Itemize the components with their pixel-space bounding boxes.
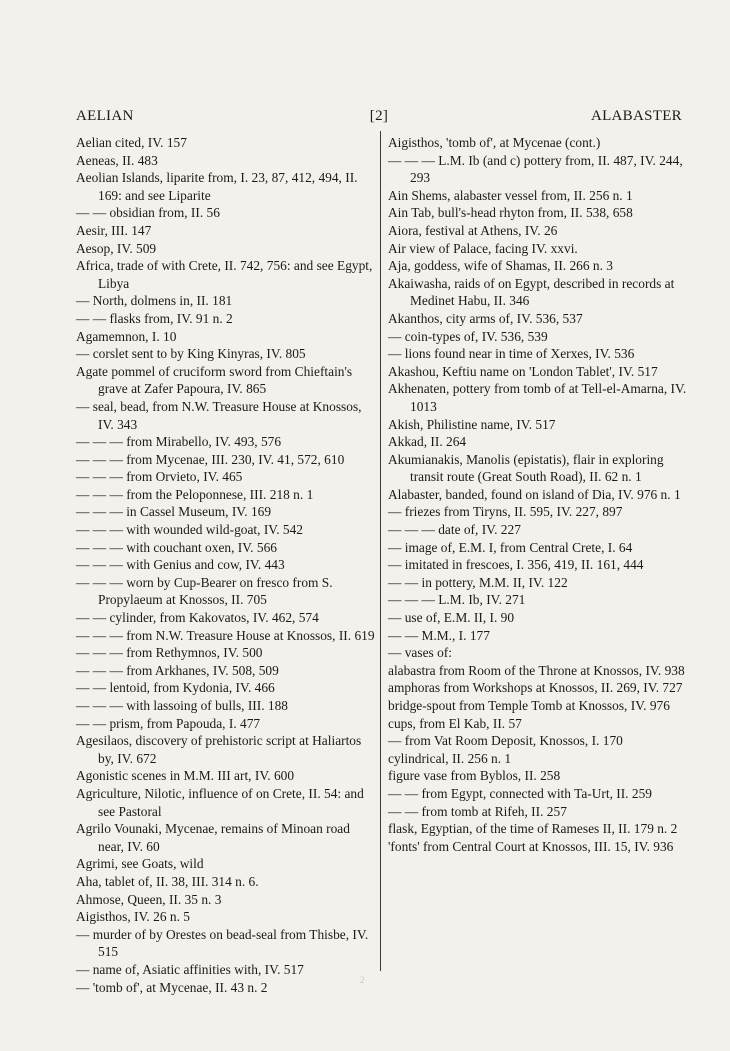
index-entry: — — flasks from, IV. 91 n. 2	[76, 310, 233, 326]
index-entry: Africa, trade of with Crete, II. 742, 756: and see Egypt, Libya	[76, 258, 373, 291]
index-entry: — — cylinder, from Kakovatos, IV. 462, 574	[76, 610, 319, 626]
index-entry: — name of, Asiatic affinities with, IV. 517	[76, 961, 304, 977]
index-entry: Akish, Philistine name, IV. 517	[388, 416, 556, 432]
index-entry: Akkad, II. 264	[388, 434, 467, 450]
index-entry: amphoras from Workshops at Knossos, II. 269, IV. 727	[388, 680, 683, 696]
index-entry: — — lentoid, from Kydonia, IV. 466	[76, 680, 275, 696]
folio-mark: 2	[360, 975, 365, 985]
index-entry: Agate pommel of cruciform sword from Chieftain's grave at Zafer Papoura, IV. 865	[76, 363, 353, 397]
index-entry: — — — L.M. Ib, IV. 271	[388, 592, 526, 608]
index-entry: Aigisthos, 'tomb of', at Mycenae (cont.)	[388, 135, 601, 150]
index-entry: Ahmose, Queen, II. 35 n. 3	[76, 891, 222, 907]
index-entry: — vases of:	[388, 645, 452, 661]
header-left-word: AELIAN	[76, 108, 134, 124]
index-entry: flask, Egyptian, of the time of Rameses II, II. 179 n. 2	[388, 821, 678, 837]
running-header	[76, 108, 682, 128]
column-divider	[380, 131, 381, 971]
index-entry: — 'tomb of', at Mycenae, II. 43 n. 2	[76, 979, 268, 995]
index-entry: — — in pottery, M.M. II, IV. 122	[388, 574, 568, 590]
index-entry: — — — with couchant oxen, IV. 566	[76, 539, 277, 555]
index-entry: — North, dolmens in, II. 181	[76, 293, 233, 309]
index-entry: — — — from Orvieto, IV. 465	[76, 469, 243, 485]
index-entry: Aigisthos, IV. 26 n. 5	[76, 909, 190, 925]
index-entry: Agonistic scenes in M.M. III art, IV. 600	[76, 768, 295, 784]
index-entry: — — — with wounded wild-goat, IV. 542	[76, 522, 304, 538]
right-index-column	[388, 134, 688, 855]
index-entry: — imitated in frescoes, I. 356, 419, II. 161, 444	[388, 557, 644, 573]
index-entry: bridge-spout from Temple Tomb at Knossos, IV. 976	[388, 698, 670, 713]
index-entry: cylindrical, II. 256 n. 1	[388, 750, 512, 766]
index-entry: — use of, E.M. II, I. 90	[388, 610, 515, 626]
index-entry: Aesop, IV. 509	[76, 240, 157, 256]
index-entry: Ain Shems, alabaster vessel from, II. 256 n. 1	[388, 187, 633, 203]
index-entry: Akhenaten, pottery from tomb of at Tell-el-Amarna, IV. 1013	[388, 381, 687, 414]
index-entry: — — — from Arkhanes, IV. 508, 509	[76, 662, 279, 678]
index-entry: Agamemnon, I. 10	[76, 328, 177, 344]
index-entry: — — — worn by Cup-Bearer on fresco from S. Propylaeum at Knossos, II. 705	[76, 574, 333, 608]
index-entry: — — — date of, IV. 227	[388, 522, 521, 538]
index-entry: — — — from N.W. Treasure House at Knossos, II. 619	[76, 627, 375, 643]
index-entry: — seal, bead, from N.W. Treasure House at Knossos, IV. 343	[76, 398, 362, 432]
index-entry: Aelian cited, IV. 157	[76, 135, 187, 150]
index-entry: — from Vat Room Deposit, Knossos, I. 170	[388, 733, 623, 749]
index-entry: Aeneas, II. 483	[76, 152, 158, 168]
index-entry: Aesir, III. 147	[76, 222, 152, 238]
index-entry: Akashou, Keftiu name on 'London Tablet', IV. 517	[388, 363, 658, 379]
index-entry: cups, from El Kab, II. 57	[388, 715, 522, 731]
index-entry: Agesilaos, discovery of prehistoric script at Haliartos by, IV. 672	[76, 733, 362, 766]
index-entry: figure vase from Byblos, II. 258	[388, 768, 561, 784]
index-entry: — lions found near in time of Xerxes, IV. 536	[388, 346, 635, 362]
index-entry: Agriculture, Nilotic, influence of on Crete, II. 54: and see Pastoral	[76, 785, 364, 819]
index-entry: — — — with Genius and cow, IV. 443	[76, 557, 285, 573]
index-entry: Akanthos, city arms of, IV. 536, 537	[388, 310, 583, 326]
index-entry: Agrimi, see Goats, wild	[76, 856, 204, 872]
page-number: [2]	[369, 108, 389, 124]
index-entry: — — — in Cassel Museum, IV. 169	[76, 504, 272, 520]
index-entry: — — M.M., I. 177	[388, 627, 490, 643]
index-entry: — — — from Rethymnos, IV. 500	[76, 645, 263, 661]
index-entry: 'fonts' from Central Court at Knossos, III. 15, IV. 936	[388, 838, 674, 854]
index-entry: Akumianakis, Manolis (epistatis), flair in exploring transit route (Great South Road), II. 62 n. 1	[388, 451, 664, 485]
index-entry: — — prism, from Papouda, I. 477	[76, 715, 261, 731]
index-entry: Aha, tablet of, II. 38, III. 314 n. 6.	[76, 873, 259, 889]
index-entry: — — — with lassoing of bulls, III. 188	[76, 698, 289, 713]
index-entry: — friezes from Tiryns, II. 595, IV. 227, 897	[388, 504, 623, 520]
index-entry: Ain Tab, bull's-head rhyton from, II. 538, 658	[388, 205, 633, 221]
index-entry: — — from Egypt, connected with Ta-Urt, II. 259	[388, 785, 652, 801]
header-right-word: ALABASTER	[590, 108, 682, 124]
index-entry: — murder of by Orestes on bead-seal from Thisbe, IV. 515	[76, 926, 369, 960]
left-index-column	[76, 134, 376, 996]
index-entry: — — — from Mycenae, III. 230, IV. 41, 572, 610	[76, 451, 345, 467]
index-entry: alabastra from Room of the Throne at Knossos, IV. 938	[388, 662, 685, 678]
index-entry: — image of, E.M. I, from Central Crete, I. 64	[388, 539, 633, 555]
index-entry: Agrilo Vounaki, Mycenae, remains of Minoan road near, IV. 60	[76, 821, 350, 854]
index-entry: — — from tomb at Rifeh, II. 257	[388, 803, 567, 819]
index-entry: — — obsidian from, II. 56	[76, 205, 220, 221]
index-entry: — — — from Mirabello, IV. 493, 576	[76, 434, 282, 450]
index-entry: Aeolian Islands, liparite from, I. 23, 87, 412, 494, II. 169: and see Liparite	[76, 170, 358, 203]
index-entry: Air view of Palace, facing IV. xxvi.	[388, 240, 578, 256]
index-entry: — — — L.M. Ib (and c) pottery from, II. 487, IV. 244, 293	[388, 152, 683, 186]
index-entry: Aiora, festival at Athens, IV. 26	[388, 222, 558, 238]
index-entry: Aja, goddess, wife of Shamas, II. 266 n. 3	[388, 258, 613, 274]
index-entry: Alabaster, banded, found on island of Dia, IV. 976 n. 1	[388, 486, 681, 502]
index-entry: — corslet sent to by King Kinyras, IV. 805	[76, 346, 306, 362]
index-entry: — — — from the Peloponnese, III. 218 n. 1	[76, 486, 314, 502]
index-entry: Akaiwasha, raids of on Egypt, described in records at Medinet Habu, II. 346	[388, 275, 675, 309]
index-entry: — coin-types of, IV. 536, 539	[388, 328, 548, 344]
